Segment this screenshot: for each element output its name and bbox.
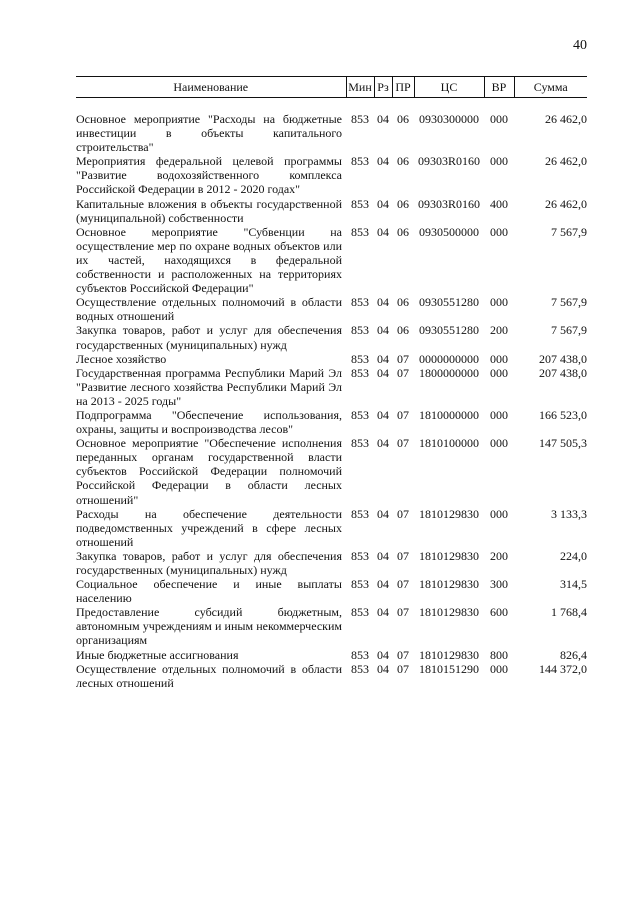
cell-min: 853 bbox=[351, 548, 369, 563]
cell-sum: 7 567,9 bbox=[551, 323, 587, 338]
cell-min: 853 bbox=[351, 506, 369, 521]
cell-rz: 04 bbox=[377, 647, 389, 662]
cell-cs: 1810129830 bbox=[419, 647, 479, 662]
table-row bbox=[76, 507, 587, 549]
cell-cs: 0000000000 bbox=[419, 351, 479, 366]
cell-vr: 000 bbox=[490, 351, 508, 366]
cell-pr: 07 bbox=[397, 436, 409, 451]
column-header-sum: Сумма bbox=[514, 77, 587, 98]
cell-name: Осуществление отдельных полномочий в области водных отношений bbox=[76, 295, 342, 324]
cell-min: 853 bbox=[351, 577, 369, 592]
cell-pr: 06 bbox=[397, 112, 409, 126]
column-header-name: Наименование bbox=[76, 77, 346, 98]
cell-cs: 0930300000 bbox=[419, 112, 479, 126]
cell-sum: 144 372,0 bbox=[539, 661, 587, 676]
cell-min: 853 bbox=[351, 196, 369, 211]
cell-rz: 04 bbox=[377, 154, 389, 169]
cell-name: Государственная программа Республики Марий Эл "Развитие лесного хозяйства Республики Марий Эл на 2013 - 2025 годы" bbox=[76, 365, 342, 408]
cell-cs: 1810129830 bbox=[419, 506, 479, 521]
cell-rz: 04 bbox=[377, 323, 389, 338]
cell-pr: 07 bbox=[397, 351, 409, 366]
cell-rz: 04 bbox=[377, 506, 389, 521]
cell-name: Расходы на обеспечение деятельности подведомственных учреждений в сфере лесных отношений bbox=[76, 506, 342, 549]
cell-pr: 07 bbox=[397, 365, 409, 380]
cell-min: 853 bbox=[351, 365, 369, 380]
cell-sum: 147 505,3 bbox=[539, 436, 587, 451]
cell-min: 853 bbox=[351, 112, 369, 126]
cell-vr: 000 bbox=[490, 506, 508, 521]
cell-min: 853 bbox=[351, 436, 369, 451]
cell-sum: 26 462,0 bbox=[545, 196, 587, 211]
cell-name: Закупка товаров, работ и услуг для обеспечения государственных (муниципальных) нужд bbox=[76, 323, 342, 352]
table-row bbox=[76, 577, 587, 605]
cell-cs: 1810129830 bbox=[419, 605, 479, 620]
cell-vr: 000 bbox=[490, 224, 508, 239]
cell-cs: 1810129830 bbox=[419, 577, 479, 592]
cell-rz: 04 bbox=[377, 365, 389, 380]
cell-rz: 04 bbox=[377, 295, 389, 310]
cell-vr: 400 bbox=[490, 196, 508, 211]
table-row bbox=[76, 295, 587, 323]
column-header-rz: Рз bbox=[374, 77, 392, 98]
table-row bbox=[76, 436, 587, 506]
cell-vr: 000 bbox=[490, 436, 508, 451]
cell-rz: 04 bbox=[377, 605, 389, 620]
cell-name: Осуществление отдельных полномочий в области лесных отношений bbox=[76, 661, 342, 690]
table-row bbox=[76, 323, 587, 351]
table-row bbox=[76, 225, 587, 295]
cell-pr: 07 bbox=[397, 605, 409, 620]
cell-vr: 000 bbox=[490, 407, 508, 422]
cell-pr: 07 bbox=[397, 506, 409, 521]
cell-name: Иные бюджетные ассигнования bbox=[76, 647, 239, 662]
cell-min: 853 bbox=[351, 647, 369, 662]
page-number: 40 bbox=[573, 38, 587, 53]
cell-min: 853 bbox=[351, 661, 369, 676]
cell-cs: 1810151290 bbox=[419, 661, 479, 676]
cell-sum: 3 133,3 bbox=[551, 506, 587, 521]
cell-vr: 800 bbox=[490, 647, 508, 662]
cell-pr: 07 bbox=[397, 548, 409, 563]
column-header-vr: ВР bbox=[484, 77, 514, 98]
cell-sum: 7 567,9 bbox=[551, 295, 587, 310]
cell-sum: 26 462,0 bbox=[545, 154, 587, 169]
cell-sum: 314,5 bbox=[560, 577, 587, 592]
cell-sum: 166 523,0 bbox=[539, 407, 587, 422]
cell-rz: 04 bbox=[377, 407, 389, 422]
table-row bbox=[76, 549, 587, 577]
cell-pr: 07 bbox=[397, 661, 409, 676]
cell-min: 853 bbox=[351, 295, 369, 310]
cell-pr: 07 bbox=[397, 577, 409, 592]
cell-cs: 1800000000 bbox=[419, 365, 479, 380]
cell-name: Мероприятия федеральной целевой программы "Развитие водохозяйственного комплекса Российской Федерации в 2012 - 2020 годах" bbox=[76, 154, 342, 197]
cell-rz: 04 bbox=[377, 661, 389, 676]
cell-cs: 09303R0160 bbox=[417, 196, 480, 211]
cell-sum: 207 438,0 bbox=[539, 365, 587, 380]
cell-vr: 200 bbox=[490, 323, 508, 338]
cell-rz: 04 bbox=[377, 577, 389, 592]
cell-pr: 06 bbox=[397, 224, 409, 239]
cell-rz: 04 bbox=[377, 112, 389, 126]
cell-vr: 000 bbox=[490, 154, 508, 169]
table-row bbox=[76, 197, 587, 225]
cell-min: 853 bbox=[351, 351, 369, 366]
budget-table bbox=[76, 76, 587, 690]
cell-min: 853 bbox=[351, 605, 369, 620]
table-row bbox=[76, 154, 587, 196]
cell-pr: 06 bbox=[397, 295, 409, 310]
cell-vr: 000 bbox=[490, 112, 508, 126]
table-row bbox=[76, 352, 587, 366]
column-header-cs: ЦС bbox=[414, 77, 484, 98]
cell-vr: 000 bbox=[490, 661, 508, 676]
cell-pr: 06 bbox=[397, 196, 409, 211]
table-header-row bbox=[76, 77, 587, 98]
cell-vr: 200 bbox=[490, 548, 508, 563]
cell-name: Капитальные вложения в объекты государственной (муниципальной) собственности bbox=[76, 196, 342, 225]
cell-name: Предоставление субсидий бюджетным, автономным учреждениям и иным некоммерческим организациям bbox=[76, 605, 342, 648]
cell-vr: 000 bbox=[490, 295, 508, 310]
cell-cs: 0930551280 bbox=[419, 295, 479, 310]
cell-sum: 224,0 bbox=[560, 548, 587, 563]
cell-pr: 06 bbox=[397, 323, 409, 338]
cell-min: 853 bbox=[351, 407, 369, 422]
cell-name: Основное мероприятие "Обеспечение исполнения переданных органам государственной власти субъектов Российской Федерации полномочий Российской Федерации в области лесных отношений" bbox=[76, 436, 342, 507]
cell-vr: 600 bbox=[490, 605, 508, 620]
cell-name: Основное мероприятие "Субвенции на осуществление мер по охране водных объектов или их частей, находящихся в федеральной собственности и расположенных на территориях субъектов Российской Федерации" bbox=[76, 224, 342, 296]
table-row bbox=[76, 408, 587, 436]
table-row bbox=[76, 605, 587, 647]
cell-rz: 04 bbox=[377, 351, 389, 366]
cell-name: Основное мероприятие "Расходы на бюджетные инвестиции в объекты капитального строительства" bbox=[76, 112, 342, 155]
cell-name: Подпрограмма "Обеспечение использования, охраны, защиты и воспроизводства лесов" bbox=[76, 407, 342, 437]
cell-name: Лесное хозяйство bbox=[76, 351, 167, 366]
cell-pr: 07 bbox=[397, 647, 409, 662]
cell-cs: 1810000000 bbox=[419, 407, 479, 422]
cell-cs: 09303R0160 bbox=[417, 154, 480, 169]
cell-rz: 04 bbox=[377, 196, 389, 211]
cell-cs: 1810129830 bbox=[419, 548, 479, 563]
cell-min: 853 bbox=[351, 224, 369, 239]
cell-pr: 06 bbox=[397, 154, 409, 169]
cell-rz: 04 bbox=[377, 436, 389, 451]
cell-sum: 1 768,4 bbox=[551, 605, 587, 620]
table-body bbox=[76, 98, 587, 690]
table-row bbox=[76, 662, 587, 690]
cell-rz: 04 bbox=[377, 548, 389, 563]
cell-sum: 7 567,9 bbox=[551, 224, 587, 239]
column-header-min: Мин bbox=[346, 77, 374, 98]
table-row bbox=[76, 366, 587, 408]
cell-name: Закупка товаров, работ и услуг для обеспечения государственных (муниципальных) нужд bbox=[76, 548, 342, 577]
cell-cs: 0930500000 bbox=[419, 224, 479, 239]
cell-min: 853 bbox=[351, 154, 369, 169]
table-row bbox=[76, 98, 587, 155]
cell-vr: 000 bbox=[490, 365, 508, 380]
cell-vr: 300 bbox=[490, 577, 508, 592]
column-header-pr: ПР bbox=[392, 77, 414, 98]
cell-sum: 826,4 bbox=[560, 647, 587, 662]
table-row bbox=[76, 648, 587, 662]
cell-sum: 207 438,0 bbox=[539, 351, 587, 366]
cell-name: Социальное обеспечение и иные выплаты населению bbox=[76, 577, 342, 606]
cell-pr: 07 bbox=[397, 407, 409, 422]
cell-cs: 0930551280 bbox=[419, 323, 479, 338]
cell-sum: 26 462,0 bbox=[545, 112, 587, 126]
cell-min: 853 bbox=[351, 323, 369, 338]
cell-rz: 04 bbox=[377, 224, 389, 239]
cell-cs: 1810100000 bbox=[419, 436, 479, 451]
